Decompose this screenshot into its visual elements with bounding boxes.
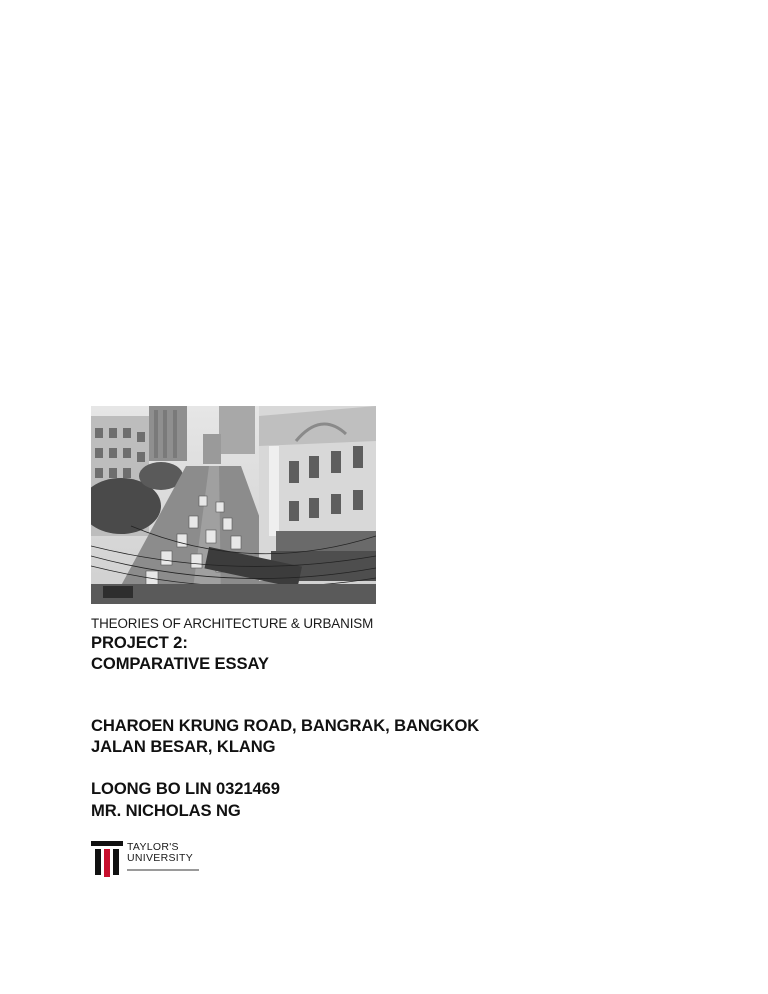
cover-photo [91, 406, 376, 604]
site-bangkok: CHAROEN KRUNG ROAD, BANGRAK, BANGKOK [91, 716, 480, 735]
course-title: THEORIES OF ARCHITECTURE & URBANISM [91, 616, 374, 631]
essay-subtitle: COMPARATIVE ESSAY [91, 654, 269, 673]
university-logo [91, 841, 203, 877]
student-name: LOONG BO LIN 0321469 [91, 779, 280, 798]
taylors-crest-icon [91, 841, 123, 877]
project-title: PROJECT 2: [91, 633, 188, 652]
logo-line-1: TAYLOR'S [127, 841, 179, 853]
logo-line-2: UNIVERSITY [127, 852, 194, 864]
site-klang: JALAN BESAR, KLANG [91, 737, 276, 756]
logo-tagline-icon [127, 868, 199, 872]
street-photo-icon [91, 406, 376, 604]
lecturer-name: MR. NICHOLAS NG [91, 801, 241, 820]
